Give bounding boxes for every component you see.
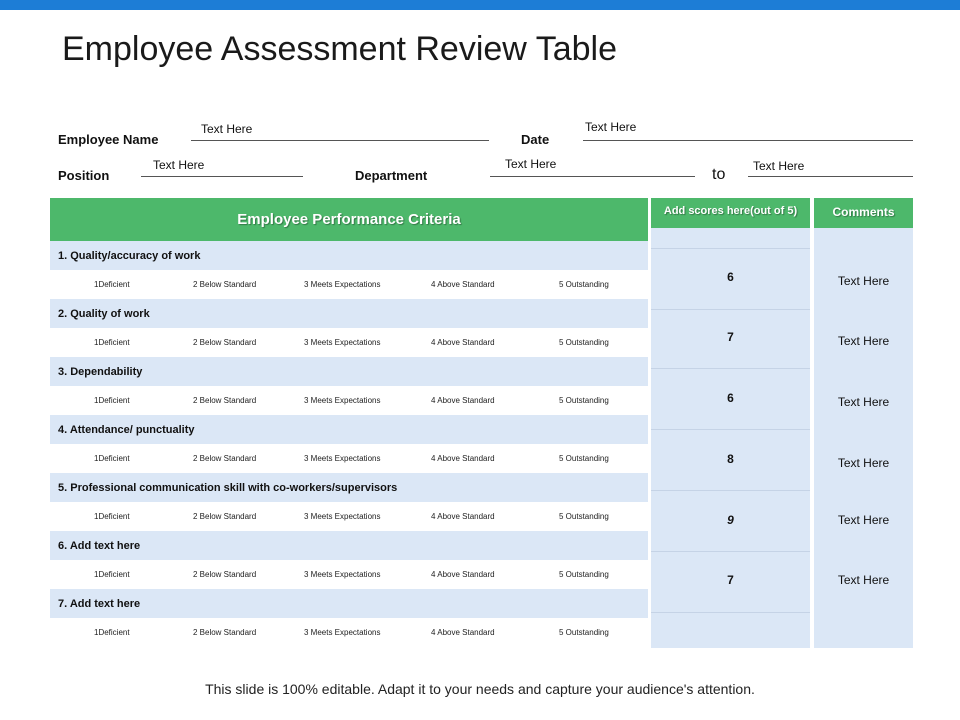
rating-option-above-standard[interactable]: 4 Above Standard — [431, 628, 495, 637]
rating-scale-row — [50, 618, 648, 647]
score-value[interactable]: 8 — [727, 452, 734, 466]
criterion-row: 6. Add text here — [50, 531, 648, 560]
rating-option-below-standard[interactable]: 2 Below Standard — [193, 280, 257, 289]
to-value[interactable]: Text Here — [753, 159, 805, 173]
criterion-row: 5. Professional communication skill with co-workers/supervisors — [50, 473, 648, 502]
rating-option-below-standard[interactable]: 2 Below Standard — [193, 628, 257, 637]
criterion-row: 4. Attendance/ punctuality — [50, 415, 648, 444]
rating-option-meets-expectations[interactable]: 3 Meets Expectations — [304, 280, 381, 289]
rating-option-outstanding[interactable]: 5 Outstanding — [559, 570, 609, 579]
score-value[interactable]: 6 — [727, 391, 734, 405]
score-value[interactable]: 6 — [727, 270, 734, 284]
rating-scale-row — [50, 560, 648, 589]
rating-option-deficient[interactable]: 1Deficient — [94, 512, 130, 521]
rating-option-above-standard[interactable]: 4 Above Standard — [431, 512, 495, 521]
comment-text[interactable]: Text Here — [837, 395, 890, 409]
rating-option-outstanding[interactable]: 5 Outstanding — [559, 338, 609, 347]
rating-option-below-standard[interactable]: 2 Below Standard — [193, 338, 257, 347]
rating-option-below-standard[interactable]: 2 Below Standard — [193, 396, 257, 405]
score-value[interactable]: 7 — [727, 330, 734, 344]
rating-option-meets-expectations[interactable]: 3 Meets Expectations — [304, 454, 381, 463]
rating-option-deficient[interactable]: 1Deficient — [94, 396, 130, 405]
rating-option-above-standard[interactable]: 4 Above Standard — [431, 570, 495, 579]
rating-option-meets-expectations[interactable]: 3 Meets Expectations — [304, 512, 381, 521]
position-label: Position — [58, 168, 110, 183]
rating-option-below-standard[interactable]: 2 Below Standard — [193, 570, 257, 579]
rating-option-deficient[interactable]: 1Deficient — [94, 338, 130, 347]
rating-option-outstanding[interactable]: 5 Outstanding — [559, 628, 609, 637]
rating-option-above-standard[interactable]: 4 Above Standard — [431, 280, 495, 289]
comment-text[interactable]: Text Here — [837, 274, 890, 288]
to-line — [748, 176, 913, 177]
rating-option-meets-expectations[interactable]: 3 Meets Expectations — [304, 338, 381, 347]
footer-caption: This slide is 100% editable. Adapt it to your needs and capture your audience's attention. — [205, 681, 755, 697]
date-line — [583, 140, 913, 141]
rating-option-above-standard[interactable]: 4 Above Standard — [431, 338, 495, 347]
rating-scale-row — [50, 270, 648, 299]
rating-option-outstanding[interactable]: 5 Outstanding — [559, 454, 609, 463]
employee-name-label: Employee Name — [58, 132, 159, 147]
criterion-row: 7. Add text here — [50, 589, 648, 618]
position-line — [141, 176, 303, 177]
scores-column — [651, 198, 810, 648]
rating-option-outstanding[interactable]: 5 Outstanding — [559, 280, 609, 289]
score-divider — [651, 368, 810, 369]
rating-option-deficient[interactable]: 1Deficient — [94, 570, 130, 579]
date-label: Date — [521, 132, 550, 147]
rating-option-deficient[interactable]: 1Deficient — [94, 628, 130, 637]
rating-option-outstanding[interactable]: 5 Outstanding — [559, 512, 609, 521]
rating-scale-row — [50, 386, 648, 415]
rating-option-outstanding[interactable]: 5 Outstanding — [559, 396, 609, 405]
criterion-row: 3. Dependability — [50, 357, 648, 386]
criterion-row: 1. Quality/accuracy of work — [50, 241, 648, 270]
position-value[interactable]: Text Here — [153, 158, 205, 172]
rating-option-meets-expectations[interactable]: 3 Meets Expectations — [304, 628, 381, 637]
score-divider — [651, 248, 810, 249]
comment-text[interactable]: Text Here — [837, 456, 890, 470]
rating-option-deficient[interactable]: 1Deficient — [94, 280, 130, 289]
rating-scale-row — [50, 444, 648, 473]
rating-option-above-standard[interactable]: 4 Above Standard — [431, 454, 495, 463]
rating-option-below-standard[interactable]: 2 Below Standard — [193, 454, 257, 463]
employee-name-value[interactable]: Text Here — [201, 122, 253, 136]
rating-scale-row — [50, 502, 648, 531]
department-value[interactable]: Text Here — [505, 157, 557, 171]
score-divider — [651, 612, 810, 613]
rating-option-meets-expectations[interactable]: 3 Meets Expectations — [304, 396, 381, 405]
score-divider — [651, 309, 810, 310]
criteria-header: Employee Performance Criteria — [50, 198, 648, 241]
rating-option-below-standard[interactable]: 2 Below Standard — [193, 512, 257, 521]
page-title: Employee Assessment Review Table — [62, 30, 617, 68]
score-divider — [651, 429, 810, 430]
rating-option-above-standard[interactable]: 4 Above Standard — [431, 396, 495, 405]
top-accent-bar — [0, 0, 960, 10]
criteria-list — [50, 241, 648, 647]
comments-header: Comments — [814, 198, 913, 228]
rating-scale-row — [50, 328, 648, 357]
to-label: to — [712, 166, 726, 183]
scores-header: Add scores here(out of 5) — [651, 198, 810, 228]
rating-option-deficient[interactable]: 1Deficient — [94, 454, 130, 463]
comment-text[interactable]: Text Here — [837, 573, 890, 587]
score-divider — [651, 551, 810, 552]
employee-name-line — [191, 140, 489, 141]
score-value[interactable]: 9 — [727, 513, 734, 527]
department-label: Department — [355, 168, 428, 183]
criterion-row: 2. Quality of work — [50, 299, 648, 328]
department-line — [490, 176, 695, 177]
comment-text[interactable]: Text Here — [837, 334, 890, 348]
date-value[interactable]: Text Here — [585, 120, 637, 134]
comments-column — [814, 198, 913, 648]
comment-text[interactable]: Text Here — [837, 513, 890, 527]
rating-option-meets-expectations[interactable]: 3 Meets Expectations — [304, 570, 381, 579]
score-value[interactable]: 7 — [727, 573, 734, 587]
score-divider — [651, 490, 810, 491]
